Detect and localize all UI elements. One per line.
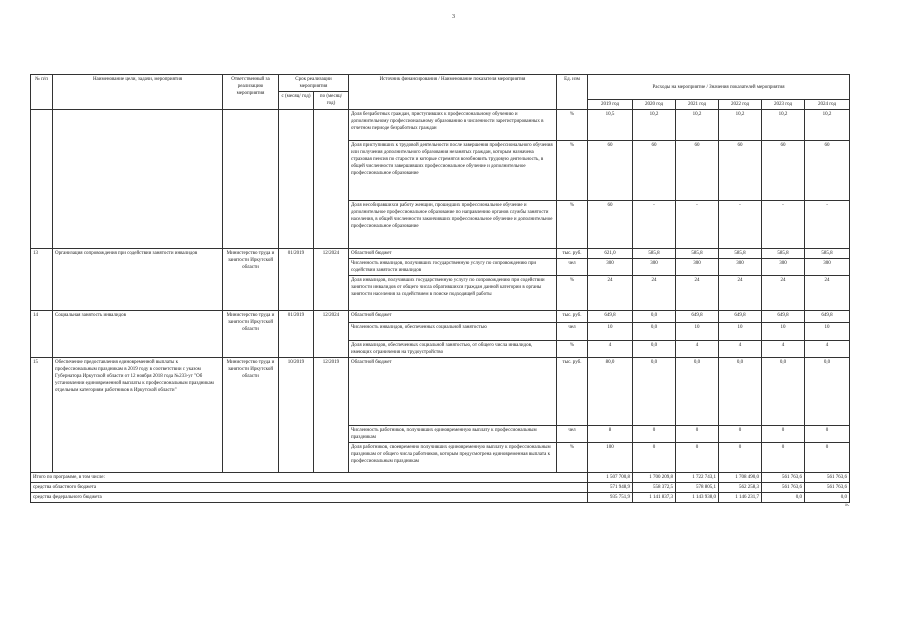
total-value: 1 700 209,8	[633, 473, 676, 483]
value-cell: 0,0	[676, 358, 719, 426]
value-cell: 0	[719, 443, 762, 473]
item-name: Социальная занятость инвалидов	[53, 311, 223, 358]
unit-cell: %	[557, 341, 588, 358]
value-cell: 585,8	[676, 249, 719, 259]
value-cell: -	[805, 201, 850, 249]
source-text: Областной бюджет	[349, 249, 557, 259]
page-number: 3	[452, 14, 455, 20]
value-cell: 0	[676, 426, 719, 443]
indicator-text: Доля безработных граждан, приступивших к профессиональному обучению и дополнительному профессиональному образованию в численности зарегистрированных в отчетном периоде безработных граждан	[349, 110, 557, 141]
value-cell: 100	[588, 443, 633, 473]
value-cell: 10	[676, 323, 719, 341]
source-text: Областной бюджет	[349, 311, 557, 323]
total-value: 0,0	[762, 493, 805, 503]
indicator-text: Доля несобиравшихся работу женщин, прошедших профессиональное обучение и дополнительное профессиональное образование по направлению органов службы занятости населения, в общей численности закончивших профессиональное обучение и дополнительное профессиональное образование	[349, 201, 557, 249]
value-cell: 649,8	[676, 311, 719, 323]
value-cell: 0,0	[633, 323, 676, 341]
value-cell: 24	[588, 276, 633, 311]
col-year: 2019 год	[588, 100, 633, 110]
value-cell: 621,0	[588, 249, 633, 259]
value-cell: 10,2	[633, 110, 676, 141]
item-responsible: Министерство труда и занятости Иркутской области	[223, 249, 279, 311]
value-cell: 0,0	[719, 358, 762, 426]
value-cell: 24	[805, 276, 850, 311]
value-cell: 300	[719, 259, 762, 276]
program-table	[30, 74, 850, 503]
item-from: 01/2019	[279, 249, 314, 311]
value-cell: 0,0	[633, 311, 676, 323]
value-cell: 60	[762, 141, 805, 201]
item-number: 14	[31, 311, 53, 358]
item-to: 12/2019	[314, 358, 349, 473]
total-label: Итого по программе, в том числе:	[31, 473, 588, 483]
value-cell: 24	[633, 276, 676, 311]
value-cell: 585,8	[719, 249, 762, 259]
value-cell: 24	[762, 276, 805, 311]
unit-cell: чел	[557, 426, 588, 443]
table-row	[31, 358, 850, 426]
total-label: средства областного бюджета	[31, 483, 588, 493]
total-value: 1 143 938,0	[676, 493, 719, 503]
value-cell: -	[633, 201, 676, 249]
value-cell: 0	[676, 443, 719, 473]
total-value: 1 507 700,8	[588, 473, 633, 483]
value-cell: 10,5	[588, 110, 633, 141]
unit-cell: %	[557, 276, 588, 311]
col-year: 2022 год	[719, 100, 762, 110]
total-value: 1 146 231,7	[719, 493, 762, 503]
total-value: 0,0	[805, 493, 850, 503]
total-value: 578 805,1	[676, 483, 719, 493]
indicator-text: Численность работников, получивших единовременную выплату к профессиональным праздникам	[349, 426, 557, 443]
total-row	[31, 483, 850, 493]
value-cell: 300	[676, 259, 719, 276]
total-value: 935 751,9	[588, 493, 633, 503]
value-cell: 10	[762, 323, 805, 341]
total-value: 1 722 743,1	[676, 473, 719, 483]
value-cell: 10,2	[719, 110, 762, 141]
table-row	[31, 249, 850, 259]
item-from: 01/2019	[279, 311, 314, 358]
value-cell: 0	[633, 443, 676, 473]
total-value: 562 258,3	[719, 483, 762, 493]
indicator-text: Численность инвалидов, получивших государственную услугу по сопровождению при содействии занятости инвалидов	[349, 259, 557, 276]
source-text: Областной бюджет	[349, 358, 557, 426]
value-cell: 0	[762, 426, 805, 443]
total-row	[31, 473, 850, 483]
value-cell: 60	[805, 141, 850, 201]
unit-cell: %	[557, 141, 588, 201]
total-row	[31, 493, 850, 503]
value-cell: 80,0	[588, 358, 633, 426]
total-value: 571 948,9	[588, 483, 633, 493]
col-year: 2024 год	[805, 100, 850, 110]
unit-cell: %	[557, 443, 588, 473]
table-header	[31, 75, 850, 110]
total-value: 561 763,6	[805, 473, 850, 483]
closing-quote-mark: ».	[845, 502, 850, 508]
item-to: 12/2024	[314, 311, 349, 358]
value-cell: 24	[719, 276, 762, 311]
col-source: Источник финансирования / Наименование показателя мероприятия	[349, 75, 557, 110]
unit-cell: тыс. руб.	[557, 249, 588, 259]
indicator-text: Доля приступивших к трудовой деятельности после завершения профессионального обучения или получения дополнительного образования незанятых граждан, которым назначена страховая пенсия по старости и которые стремятся возобновить трудовую деятельность, в общей численности завершивших профессиональное обучение и дополнительное профессиональное образование	[349, 141, 557, 201]
value-cell: 0,0	[762, 358, 805, 426]
total-value: 558 372,5	[633, 483, 676, 493]
col-name: Наименование цели, задачи, мероприятия	[53, 75, 223, 110]
value-cell: 10,2	[676, 110, 719, 141]
indicator-text: Доля инвалидов, получивших государственную услугу по сопровождению при содействии занятости инвалидов от общего числа обратившихся граждан данной категории в органы занятости населения за содействием в поиске подходящей работы	[349, 276, 557, 311]
table-row	[31, 311, 850, 323]
total-value: 561 763,6	[805, 483, 850, 493]
unit-cell: %	[557, 110, 588, 141]
value-cell: 60	[588, 201, 633, 249]
value-cell: 10	[805, 323, 850, 341]
value-cell: 300	[633, 259, 676, 276]
unit-cell: чел	[557, 259, 588, 276]
value-cell: 4	[762, 341, 805, 358]
value-cell: 585,8	[805, 249, 850, 259]
value-cell: 24	[676, 276, 719, 311]
total-value: 561 763,6	[762, 483, 805, 493]
value-cell: 0	[762, 443, 805, 473]
value-cell: 60	[719, 141, 762, 201]
value-cell: 60	[633, 141, 676, 201]
unit-cell: чел	[557, 323, 588, 341]
col-year: 2020 год	[633, 100, 676, 110]
value-cell: 649,8	[588, 311, 633, 323]
value-cell: 0,0	[633, 358, 676, 426]
item-to: 12/2024	[314, 249, 349, 311]
table-row	[31, 110, 850, 141]
item-responsible: Министерство труда и занятости Иркутской области	[223, 358, 279, 473]
value-cell: -	[719, 201, 762, 249]
value-cell: 10,2	[762, 110, 805, 141]
value-cell: 649,8	[762, 311, 805, 323]
value-cell: 10,2	[805, 110, 850, 141]
col-unit: Ед. изм	[557, 75, 588, 110]
col-period: Срок реализации мероприятия	[279, 75, 349, 92]
total-value: 1 708 490,0	[719, 473, 762, 483]
value-cell: 649,8	[805, 311, 850, 323]
value-cell: 649,8	[719, 311, 762, 323]
item-responsible: Министерство труда и занятости Иркутской области	[223, 311, 279, 358]
item-name: Обеспечение предоставления единовременной выплаты к профессиональным праздникам в 2019 году в соответствии с указом Губернатора Иркутской области от 12 ноября 2018 года №233-уг "Об установлении единовременной выплаты к профессиональным праздникам отдельным категориям работников в Иркутской области"	[53, 358, 223, 473]
value-cell: -	[762, 201, 805, 249]
value-cell: 8	[588, 426, 633, 443]
value-cell: 300	[762, 259, 805, 276]
value-cell: 4	[676, 341, 719, 358]
col-period-from: с (месяц/ год)	[279, 92, 314, 110]
item-from: 10/2019	[279, 358, 314, 473]
value-cell: -	[676, 201, 719, 249]
unit-cell: %	[557, 201, 588, 249]
indicator-text: Доля инвалидов, обеспеченных социальной занятостью, от общего числа инвалидов, имеющих ограничения на трудоустройство	[349, 341, 557, 358]
value-cell: 300	[588, 259, 633, 276]
item-name: Организация сопровождения при содействии занятости инвалидов	[53, 249, 223, 311]
item-number: 15	[31, 358, 53, 473]
value-cell: 0	[805, 443, 850, 473]
indicator-text: Доля работников, своевременно получивших единовременную выплату к профессиональным праздникам от общего числа работников, которым предусмотрена единовременная выплата к профессиональным праздникам	[349, 443, 557, 473]
item-number: 13	[31, 249, 53, 311]
value-cell: 4	[805, 341, 850, 358]
total-value: 1 141 837,3	[633, 493, 676, 503]
value-cell: 4	[719, 341, 762, 358]
col-expenses: Расходы на мероприятие / Значения показателей мероприятия	[588, 75, 850, 100]
indicator-text: Численность инвалидов, обеспеченных социальной занятостью	[349, 323, 557, 341]
col-period-to: по (месяц/ год)	[314, 92, 349, 110]
value-cell: 10	[588, 323, 633, 341]
value-cell: 0	[805, 426, 850, 443]
unit-cell: тыс. руб.	[557, 311, 588, 323]
value-cell: 60	[588, 141, 633, 201]
value-cell: 0,0	[633, 341, 676, 358]
value-cell: 0,0	[805, 358, 850, 426]
value-cell: 60	[676, 141, 719, 201]
value-cell: 10	[719, 323, 762, 341]
total-label: средства федерального бюджета	[31, 493, 588, 503]
col-num: № п/п	[31, 75, 53, 110]
value-cell: 585,8	[762, 249, 805, 259]
value-cell: 300	[805, 259, 850, 276]
unit-cell: тыс. руб.	[557, 358, 588, 426]
value-cell: 4	[588, 341, 633, 358]
total-value: 561 763,6	[762, 473, 805, 483]
col-responsible: Ответственный за реализацию мероприятия	[223, 75, 279, 110]
col-year: 2023 год	[762, 100, 805, 110]
col-year: 2021 год	[676, 100, 719, 110]
value-cell: 585,8	[633, 249, 676, 259]
value-cell: 0	[633, 426, 676, 443]
value-cell: 0	[719, 426, 762, 443]
